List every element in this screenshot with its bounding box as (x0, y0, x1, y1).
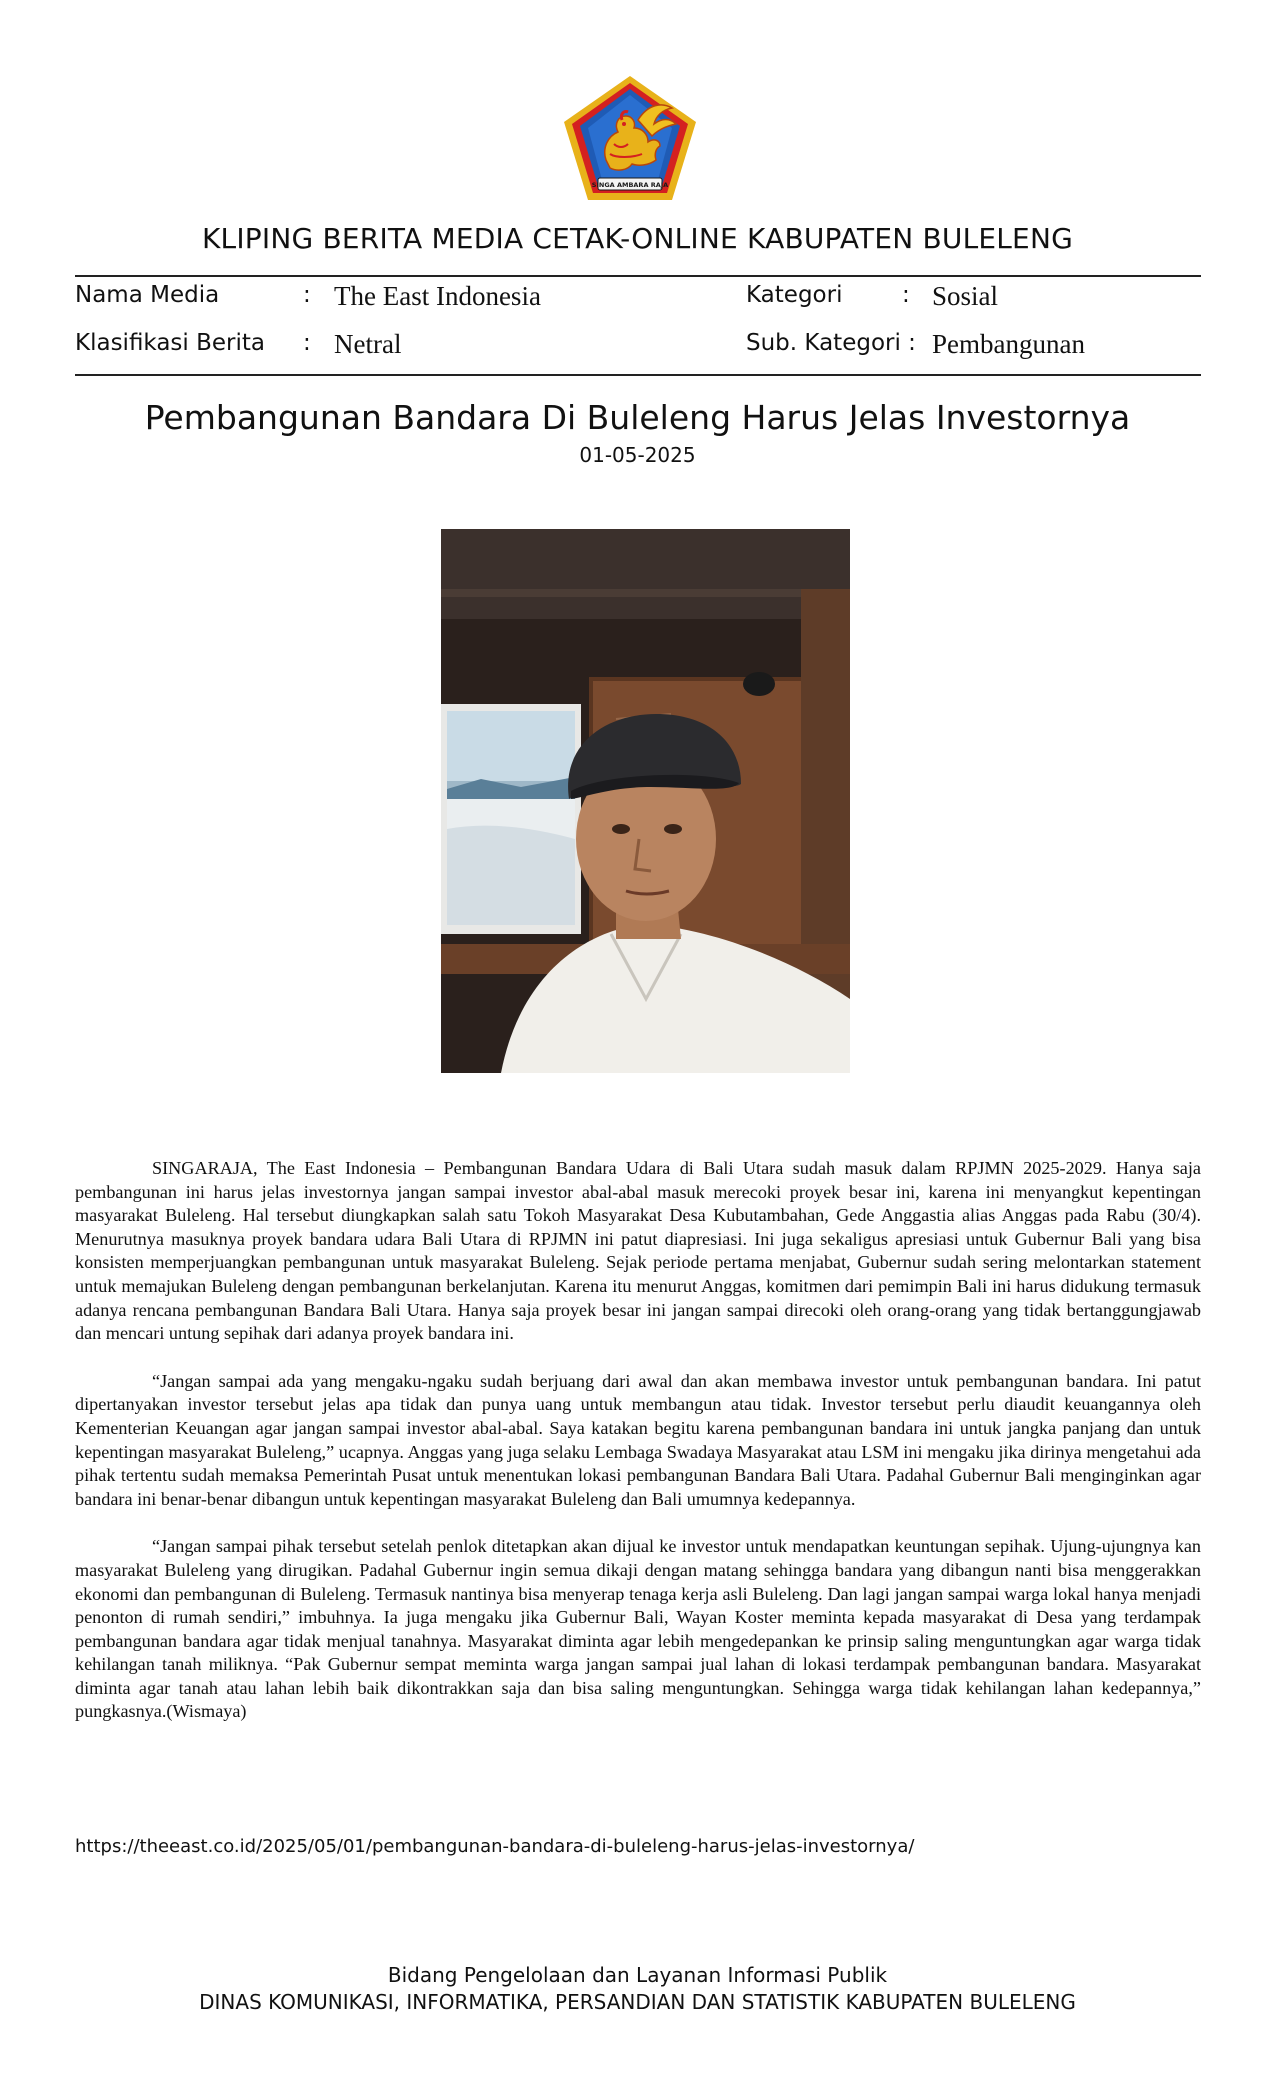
kategori-colon: : (902, 282, 910, 308)
nama-media-label: Nama Media (75, 282, 220, 308)
klasifikasi-berita-colon: : (303, 330, 311, 356)
source-url-link[interactable]: https://theeast.co.id/2025/05/01/pembangunan-bandara-di-buleleng-harus-jelas-investornya/ (75, 1836, 915, 1857)
article-body (75, 1157, 1201, 1748)
nama-media-colon: : (303, 282, 311, 308)
article-paragraph: SINGARAJA, The East Indonesia – Pembangunan Bandara Udara di Bali Utara sudah masuk dalam RPJMN 2025-2029. Hanya saja pembangunan ini harus jelas investornya jangan sampai investor abal-abal masuk merecoki proyek besar ini, karena ini menyangkut kepentingan masyarakat Buleleng. Hal tersebut diungkapkan salah satu Tokoh Masyarakat Desa Kubutambahan, Gede Anggastia alias Anggas pada Rabu (30/4). Menurutnya masuknya proyek bandara udara Bali Utara di RPJMN ini patut diapresiasi. Ini juga sekaligus apresiasi untuk Gubernur Bali yang bisa konsisten memperjuangkan pembangunan untuk masyarakat Buleleng. Sejak periode pertama menjabat, Gubernur sudah sering melontarkan statement untuk memajukan Buleleng dengan pembangunan berkelanjutan. Karena itu menurut Anggas, komitmen dari pemimpin Bali ini harus didukung termasuk adanya rencana pembangunan Bandara Bali Utara. Hanya saja proyek besar ini jangan sampai direcoki oleh orang-orang yang tidak bertanggungjawab dan mencari untung sepihak dari adanya proyek bandara ini. (75, 1158, 1201, 1344)
article-paragraph: “Jangan sampai pihak tersebut setelah penlok ditetapkan akan dijual ke investor untuk mendapatkan keuntungan sepihak. Ujung-ujungnya kan masyarakat Buleleng yang dirugikan. Padahal Gubernur ingin semua dikaji dengan matang sehingga bandara yang dibangun nanti bisa menggerakkan ekonomi dan pembangunan di Buleleng. Termasuk nantinya bisa menyerap tenaga kerja asli Buleleng. Dan lagi jangan sampai warga lokal hanya menjadi penonton di rumah sendiri,” imbuhnya. Ia juga mengaku jika Gubernur Bali, Wayan Koster meminta kepada masyarakat di Desa yang terdampak pembangunan bandara agar tidak menjual tanahnya. Masyarakat diminta agar lebih mengedepankan ke prinsip saling menguntungkan agar warga tidak kehilangan tanah miliknya. “Pak Gubernur sempat meminta warga jangan sampai jual lahan di lokasi terdampak pembangunan bandara. Masyarakat diminta agar tanah atau lahan lebih baik dikontrakkan saja dan bisa saling menguntungkan. Sehingga warga tidak kehilangan lahan kedepannya,” pungkasnya.(Wismaya) (75, 1536, 1201, 1722)
nama-media-value: The East Indonesia (334, 281, 541, 311)
article-date: 01-05-2025 (579, 443, 696, 467)
article-paragraph: “Jangan sampai ada yang mengaku-ngaku sudah berjuang dari awal dan akan membawa investor untuk pembangunan bandara. Ini patut dipertanyakan investor tersebut jelas apa tidak dan punya uang untuk membangun atau tidak. Investor tersebut perlu diaudit keuangannya oleh Kementerian Keuangan agar jangan sampai investor abal-abal. Saya katakan begitu karena pembangunan bandara ini untuk jangka panjang dan untuk kepentingan masyarakat Buleleng,” ucapnya. Anggas yang juga selaku Lembaga Swadaya Masyarakat atau LSM ini mengaku jika dirinya mengetahui ada pihak tertentu sudah memaksa Pemerintah Pusat untuk menentukan lokasi pembangunan Bandara Bali Utara. Padahal Gubernur Bali menginginkan agar bandara ini benar-benar dibangun untuk kepentingan masyarakat Buleleng dan Bali umumnya kedepannya. (75, 1370, 1201, 1509)
svg-text:SINGA AMBARA RAJA: SINGA AMBARA RAJA (591, 181, 669, 189)
kategori-label: Kategori (746, 282, 843, 308)
header-divider (75, 275, 1201, 277)
klasifikasi-berita-value: Netral (334, 329, 402, 359)
klasifikasi-berita-label: Klasifikasi Berita (75, 330, 266, 356)
sub-kategori-label: Sub. Kategori : (746, 330, 916, 356)
singa-ambara-raja-emblem-icon (562, 74, 698, 202)
meta-divider (75, 374, 1201, 376)
man-in-flat-cap-portrait-photo (441, 529, 850, 1073)
article-title: Pembangunan Bandara Di Buleleng Harus Jelas Investornya (144, 398, 1131, 437)
kliping-header-title: KLIPING BERITA MEDIA CETAK-ONLINE KABUPATEN BULELENG (201, 222, 1073, 255)
sub-kategori-value: Pembangunan (932, 329, 1085, 359)
footer-department: Bidang Pengelolaan dan Layanan Informasi Publik (387, 1963, 888, 1987)
footer-agency: DINAS KOMUNIKASI, INFORMATIKA, PERSANDIAN DAN STATISTIK KABUPATEN BULELENG (199, 1990, 1076, 2014)
kategori-value: Sosial (932, 281, 999, 311)
